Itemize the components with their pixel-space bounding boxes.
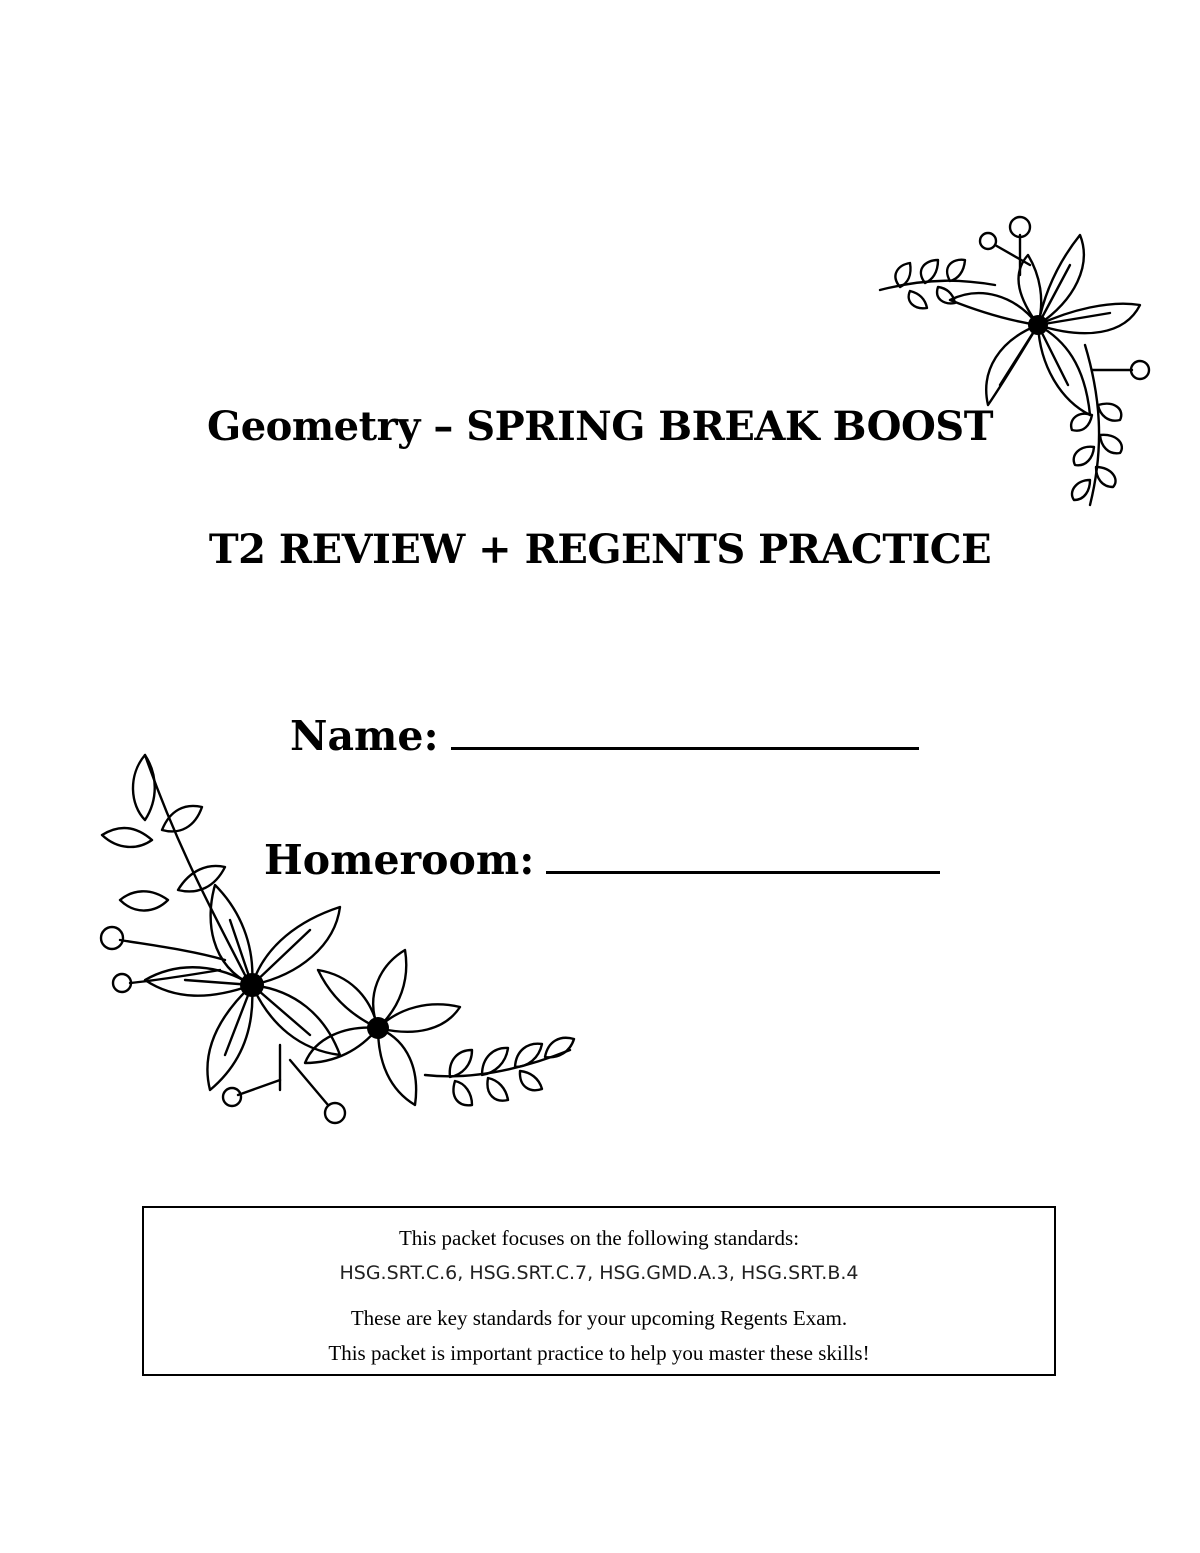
homeroom-blank-line[interactable] <box>546 841 940 874</box>
standards-intro-text: This packet focuses on the following standards: <box>398 1226 800 1250</box>
page-title: Geometry – SPRING BREAK BOOST <box>207 403 993 450</box>
standards-info-box <box>142 1206 1056 1376</box>
name-label: Name: <box>290 712 439 760</box>
homeroom-label: Homeroom: <box>264 836 535 884</box>
practice-note-text: This packet is important practice to help you master these skills! <box>328 1341 870 1365</box>
floral-top-right-icon <box>870 205 1160 515</box>
page-subtitle: T2 REVIEW + REGENTS PRACTICE <box>208 526 992 573</box>
regents-note-text: These are key standards for your upcoming Regents Exam. <box>350 1306 848 1330</box>
standards-list-text: HSG.SRT.C.6, HSG.SRT.C.7, HSG.GMD.A.3, HSG.SRT.B.4 <box>339 1262 859 1284</box>
floral-bottom-left-icon <box>90 745 590 1135</box>
